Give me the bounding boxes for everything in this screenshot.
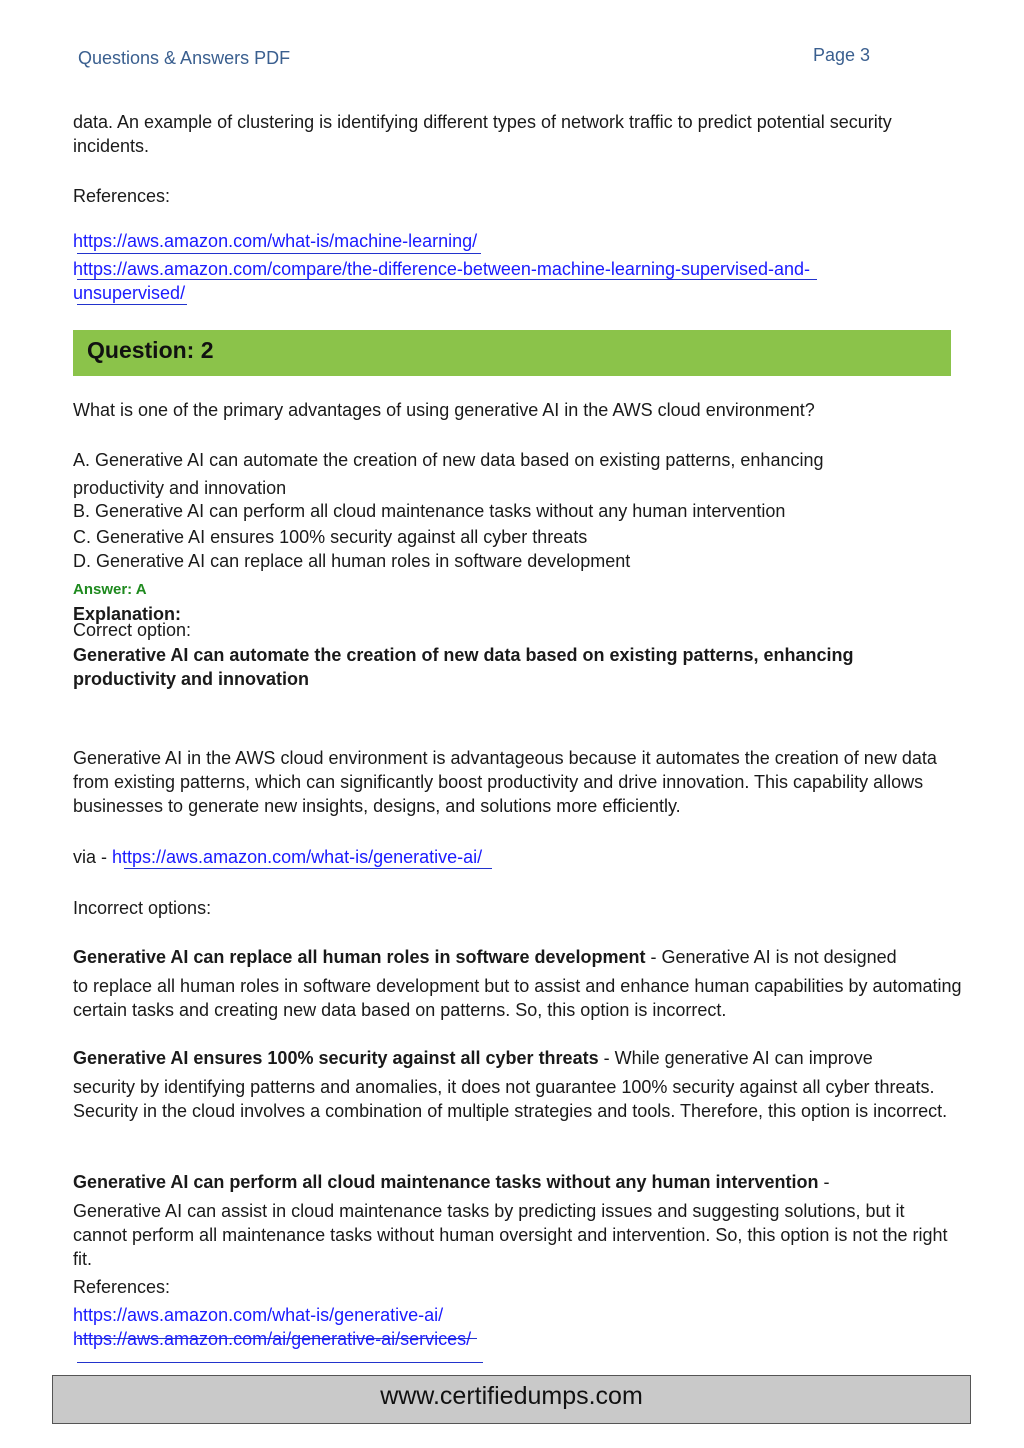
incorrect-option-3-body: Generative AI can assist in cloud maintenance tasks by predicting issues and suggesting solutions, but it cannot perform all maintenance tasks without human oversight and intervention. So, this option is not the right fit. bbox=[73, 1201, 948, 1269]
via-line bbox=[73, 845, 482, 869]
answer-label: Answer: A bbox=[73, 581, 147, 598]
option-d: D. Generative AI can replace all human roles in software development bbox=[73, 551, 631, 571]
via-link[interactable]: https://aws.amazon.com/what-is/generative-ai/ bbox=[112, 847, 483, 867]
incorrect-option-3-lead: - bbox=[818, 1172, 830, 1192]
incorrect-option-2-body: security by identifying patterns and anomalies, it does not guarantee 100% security against all cyber threats. Security in the cloud involves a combination of multiple strategies and tools. Therefore, this option is incorrect. bbox=[73, 1077, 948, 1121]
link-strike-line bbox=[77, 1338, 477, 1339]
reference-link-genai[interactable]: https://aws.amazon.com/what-is/generative-ai/ bbox=[73, 1305, 444, 1325]
question-title: Question: 2 bbox=[87, 337, 214, 363]
incorrect-option-1-body: to replace all human roles in software development but to assist and enhance human capabilities by automating certain tasks and creating new data based on patterns. So, this option is incorrect. bbox=[73, 976, 962, 1020]
reference-link-compare[interactable]: https://aws.amazon.com/compare/the-difference-between-machine-learning-supervised-and-unsupervised/ bbox=[73, 259, 811, 303]
incorrect-option-2-lead: - While generative AI can improve bbox=[598, 1048, 873, 1068]
option-c: C. Generative AI ensures 100% security against all cyber threats bbox=[73, 527, 588, 547]
option-a: A. Generative AI can automate the creation of new data based on existing patterns, enhancing bbox=[73, 450, 824, 470]
link-underline bbox=[77, 304, 187, 305]
reference-link-ml[interactable]: https://aws.amazon.com/what-is/machine-learning/ bbox=[73, 231, 478, 251]
link-underline bbox=[77, 1362, 483, 1363]
explanation-label: Explanation: bbox=[73, 604, 182, 624]
incorrect-option-3-title: Generative AI can perform all cloud maintenance tasks without any human intervention bbox=[73, 1172, 819, 1192]
references-label-2: References: bbox=[73, 1277, 171, 1297]
explanation-body: Generative AI in the AWS cloud environment is advantageous because it automates the creation of new data from existing patterns, which can significantly boost productivity and drive innovation. This capability allows businesses to generate new insights, designs, and solutions more efficiently. bbox=[73, 748, 937, 816]
option-a-continued: productivity and innovation bbox=[73, 478, 287, 498]
incorrect-option-2-heading bbox=[73, 1046, 873, 1070]
footer-site[interactable]: www.certifiedumps.com bbox=[380, 1382, 643, 1410]
link-underline bbox=[124, 868, 492, 869]
option-b: B. Generative AI can perform all cloud maintenance tasks without any human intervention bbox=[73, 501, 786, 521]
incorrect-option-1-title: Generative AI can replace all human roles in software development bbox=[73, 947, 646, 967]
incorrect-option-3-heading bbox=[73, 1170, 830, 1194]
question-prompt: What is one of the primary advantages of using generative AI in the AWS cloud environment? bbox=[73, 400, 815, 420]
link-underline bbox=[77, 279, 817, 280]
intro-paragraph: data. An example of clustering is identifying different types of network traffic to predict potential security incidents. bbox=[73, 112, 892, 156]
incorrect-option-1-lead: - Generative AI is not designed bbox=[645, 947, 897, 967]
references-label: References: bbox=[73, 186, 171, 206]
correct-option-label: Correct option: bbox=[73, 620, 192, 640]
incorrect-option-1-heading bbox=[73, 945, 897, 969]
link-underline bbox=[77, 253, 481, 254]
correct-option-text: Generative AI can automate the creation of new data based on existing patterns, enhancing productivity and innovation bbox=[73, 645, 854, 689]
reference-link-genai-services[interactable]: https://aws.amazon.com/ai/generative-ai/services/ bbox=[73, 1329, 472, 1349]
via-prefix: via - bbox=[73, 847, 113, 867]
incorrect-option-2-title: Generative AI ensures 100% security against all cyber threats bbox=[73, 1048, 599, 1068]
incorrect-options-label: Incorrect options: bbox=[73, 898, 212, 918]
footer-banner bbox=[52, 1375, 971, 1424]
header-title: Questions & Answers PDF bbox=[78, 48, 291, 68]
page-number: Page 3 bbox=[813, 45, 871, 65]
